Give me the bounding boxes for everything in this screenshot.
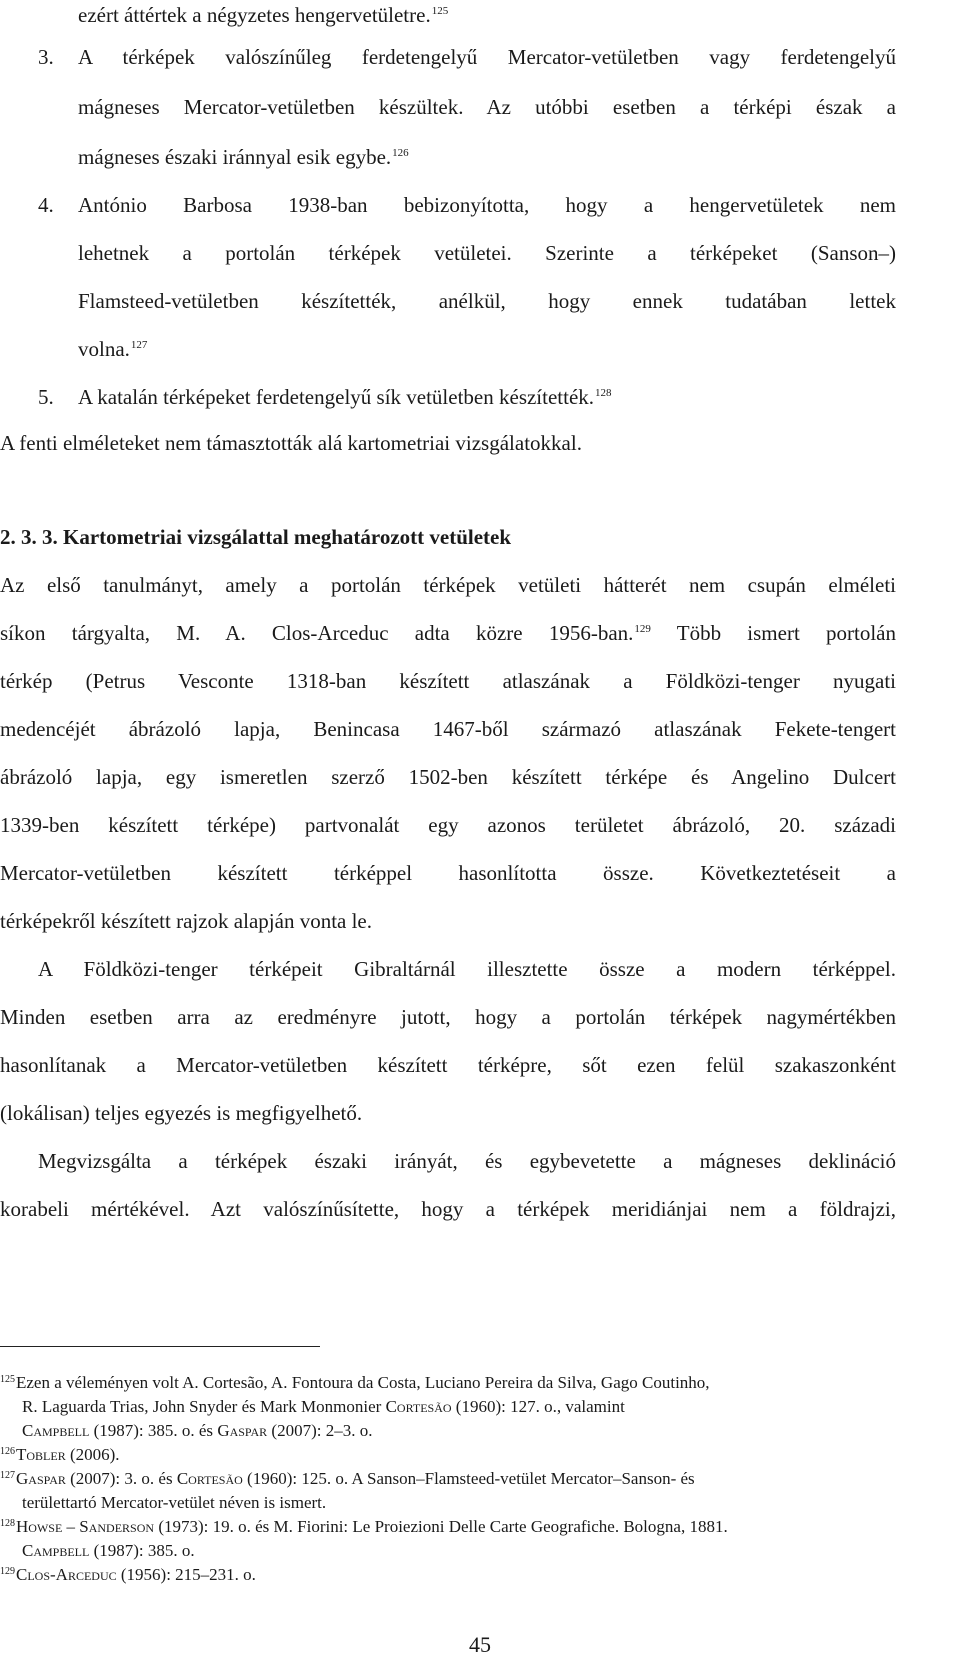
paragraph-line: Mercator-vetületben készített térképpel hasonlította össze. Következtetéseit a bbox=[0, 861, 896, 885]
author-name: Howse – Sanderson bbox=[16, 1517, 155, 1536]
list-item-line bbox=[78, 142, 409, 172]
footnote-ref-126[interactable]: 126 bbox=[392, 147, 409, 159]
list-item-line bbox=[78, 382, 612, 412]
footnote-129 bbox=[0, 1563, 256, 1587]
footnote-ref-128[interactable]: 128 bbox=[595, 387, 612, 399]
footnote-text: (2007): 2–3. o. bbox=[267, 1421, 373, 1440]
author-name: Campbell bbox=[22, 1541, 90, 1560]
footnote-number: 125 bbox=[0, 1374, 15, 1385]
paragraph-line: Minden esetben arra az eredményre jutott, hogy a portolán térképek nagymértékben bbox=[0, 1005, 896, 1029]
list-item-text: mágneses északi iránnyal esik egybe. bbox=[78, 145, 392, 169]
continuation-line bbox=[78, 0, 448, 30]
footnote-text: Ezen a véleményen volt A. Cortesão, A. Fontoura da Costa, Luciano Pereira da Silva, Gago Coutinho, bbox=[16, 1373, 710, 1392]
paragraph-line: (lokálisan) teljes egyezés is megfigyelhető. bbox=[0, 1101, 363, 1125]
list-item-line: mágneses Mercator-vetületben készültek. Az utóbbi esetben a térképi észak a bbox=[78, 95, 896, 119]
footnote-text: (1956): 215–231. o. bbox=[116, 1565, 256, 1584]
author-name: Tobler bbox=[16, 1445, 66, 1464]
footnote-125-line-2 bbox=[22, 1395, 625, 1419]
summary-line: A fenti elméleteket nem támasztották alá kartometriai vizsgálatokkal. bbox=[0, 431, 582, 455]
paragraph-line: ábrázoló lapja, egy ismeretlen szerző 1502-ben készített térképe és Angelino Dulcert bbox=[0, 765, 896, 789]
paragraph-line: Az első tanulmányt, amely a portolán térképek vetületi hátterét nem csupán elméleti bbox=[0, 573, 896, 597]
footnote-text: (2007): 3. o. és bbox=[65, 1469, 177, 1488]
list-item-number: 4. bbox=[38, 193, 54, 217]
continuation-text: ezért áttértek a négyzetes hengervetületre. bbox=[78, 3, 431, 27]
paragraph-line: térkép (Petrus Vesconte 1318-ban készített atlaszának a Földközi-tenger nyugati bbox=[0, 669, 896, 693]
footnote-text: (1973): 19. o. és M. Fiorini: Le Proiezioni Delle Carte Geografiche. Bologna, 1881. bbox=[154, 1517, 728, 1536]
author-name: Campbell bbox=[22, 1421, 90, 1440]
list-item-line bbox=[78, 334, 147, 364]
paragraph-line: korabeli mértékével. Azt valószínűsítette, hogy a térképek meridiánjai nem a földrajzi, bbox=[0, 1197, 896, 1221]
list-item-line: A térképek valószínűleg ferdetengelyű Mercator-vetületben vagy ferdetengelyű bbox=[78, 45, 896, 69]
footnote-127-line-2: területtartó Mercator-vetület néven is ismert. bbox=[22, 1493, 327, 1512]
footnote-128 bbox=[0, 1515, 728, 1539]
list-item-text: volna. bbox=[78, 337, 130, 361]
list-item-line: António Barbosa 1938-ban bebizonyította, hogy a hengervetületek nem bbox=[78, 193, 896, 217]
author-name: Cortesão bbox=[385, 1397, 452, 1416]
footnote-separator bbox=[0, 1346, 320, 1347]
paragraph-text: síkon tárgyalta, M. A. Clos-Arceduc adta közre 1956-ban. bbox=[0, 621, 634, 645]
footnote-128-line-2 bbox=[22, 1539, 195, 1563]
footnote-126 bbox=[0, 1443, 120, 1467]
author-name: Gaspar bbox=[217, 1421, 268, 1440]
footnote-text: (2006). bbox=[65, 1445, 120, 1464]
author-name: Clos-Arceduc bbox=[16, 1565, 117, 1584]
paragraph-line bbox=[0, 618, 896, 648]
footnote-number: 128 bbox=[0, 1518, 15, 1529]
paragraph-line: A Földközi-tenger térképeit Gibraltárnál illesztette össze a modern térképpel. bbox=[38, 957, 896, 981]
paragraph-line: 1339-ben készített térképe) partvonalát egy azonos területet ábrázoló, 20. századi bbox=[0, 813, 896, 837]
list-item-number: 5. bbox=[38, 385, 54, 409]
footnote-text: (1987): 385. o. és bbox=[89, 1421, 218, 1440]
list-item-number: 3. bbox=[38, 45, 54, 69]
footnote-125 bbox=[0, 1371, 710, 1395]
footnote-number: 127 bbox=[0, 1470, 15, 1481]
footnote-ref-129[interactable]: 129 bbox=[634, 623, 651, 635]
footnote-text: (1987): 385. o. bbox=[89, 1541, 195, 1560]
paragraph-text: Több ismert portolán bbox=[650, 621, 897, 645]
footnote-125-line-3 bbox=[22, 1419, 372, 1443]
author-name: Cortesão bbox=[176, 1469, 243, 1488]
footnote-text: (1960): 125. o. A Sanson–Flamsteed-vetület Mercator–Sanson- és bbox=[242, 1469, 695, 1488]
footnote-text: R. Laguarda Trias, John Snyder és Mark Monmonier bbox=[22, 1397, 386, 1416]
page-number: 45 bbox=[469, 1632, 491, 1657]
paragraph-line: Megvizsgálta a térképek északi irányát, és egybevetette a mágneses deklináció bbox=[38, 1149, 896, 1173]
list-item-line: lehetnek a portolán térképek vetületei. Szerinte a térképeket (Sanson–) bbox=[78, 241, 896, 265]
footnote-number: 126 bbox=[0, 1446, 15, 1457]
footnote-127 bbox=[0, 1467, 695, 1491]
list-item-text: A katalán térképeket ferdetengelyű sík vetületben készítették. bbox=[78, 385, 595, 409]
paragraph-line: térképekről készített rajzok alapján vonta le. bbox=[0, 909, 373, 933]
list-item-line: Flamsteed-vetületben készítették, anélkül, hogy ennek tudatában lettek bbox=[78, 289, 896, 313]
author-name: Gaspar bbox=[16, 1469, 66, 1488]
paragraph-line: hasonlítanak a Mercator-vetületben készített térképre, sőt ezen felül szakaszonként bbox=[0, 1053, 896, 1077]
footnote-ref-127[interactable]: 127 bbox=[130, 339, 148, 351]
footnote-ref-125[interactable]: 125 bbox=[431, 5, 449, 17]
footnote-number: 129 bbox=[0, 1566, 15, 1577]
footnote-text: (1960): 127. o., valamint bbox=[451, 1397, 625, 1416]
paragraph-line: medencéjét ábrázoló lapja, Benincasa 1467-ből származó atlaszának Fekete-tengert bbox=[0, 717, 896, 741]
section-heading: 2. 3. 3. Kartometriai vizsgálattal meghatározott vetületek bbox=[0, 525, 512, 549]
